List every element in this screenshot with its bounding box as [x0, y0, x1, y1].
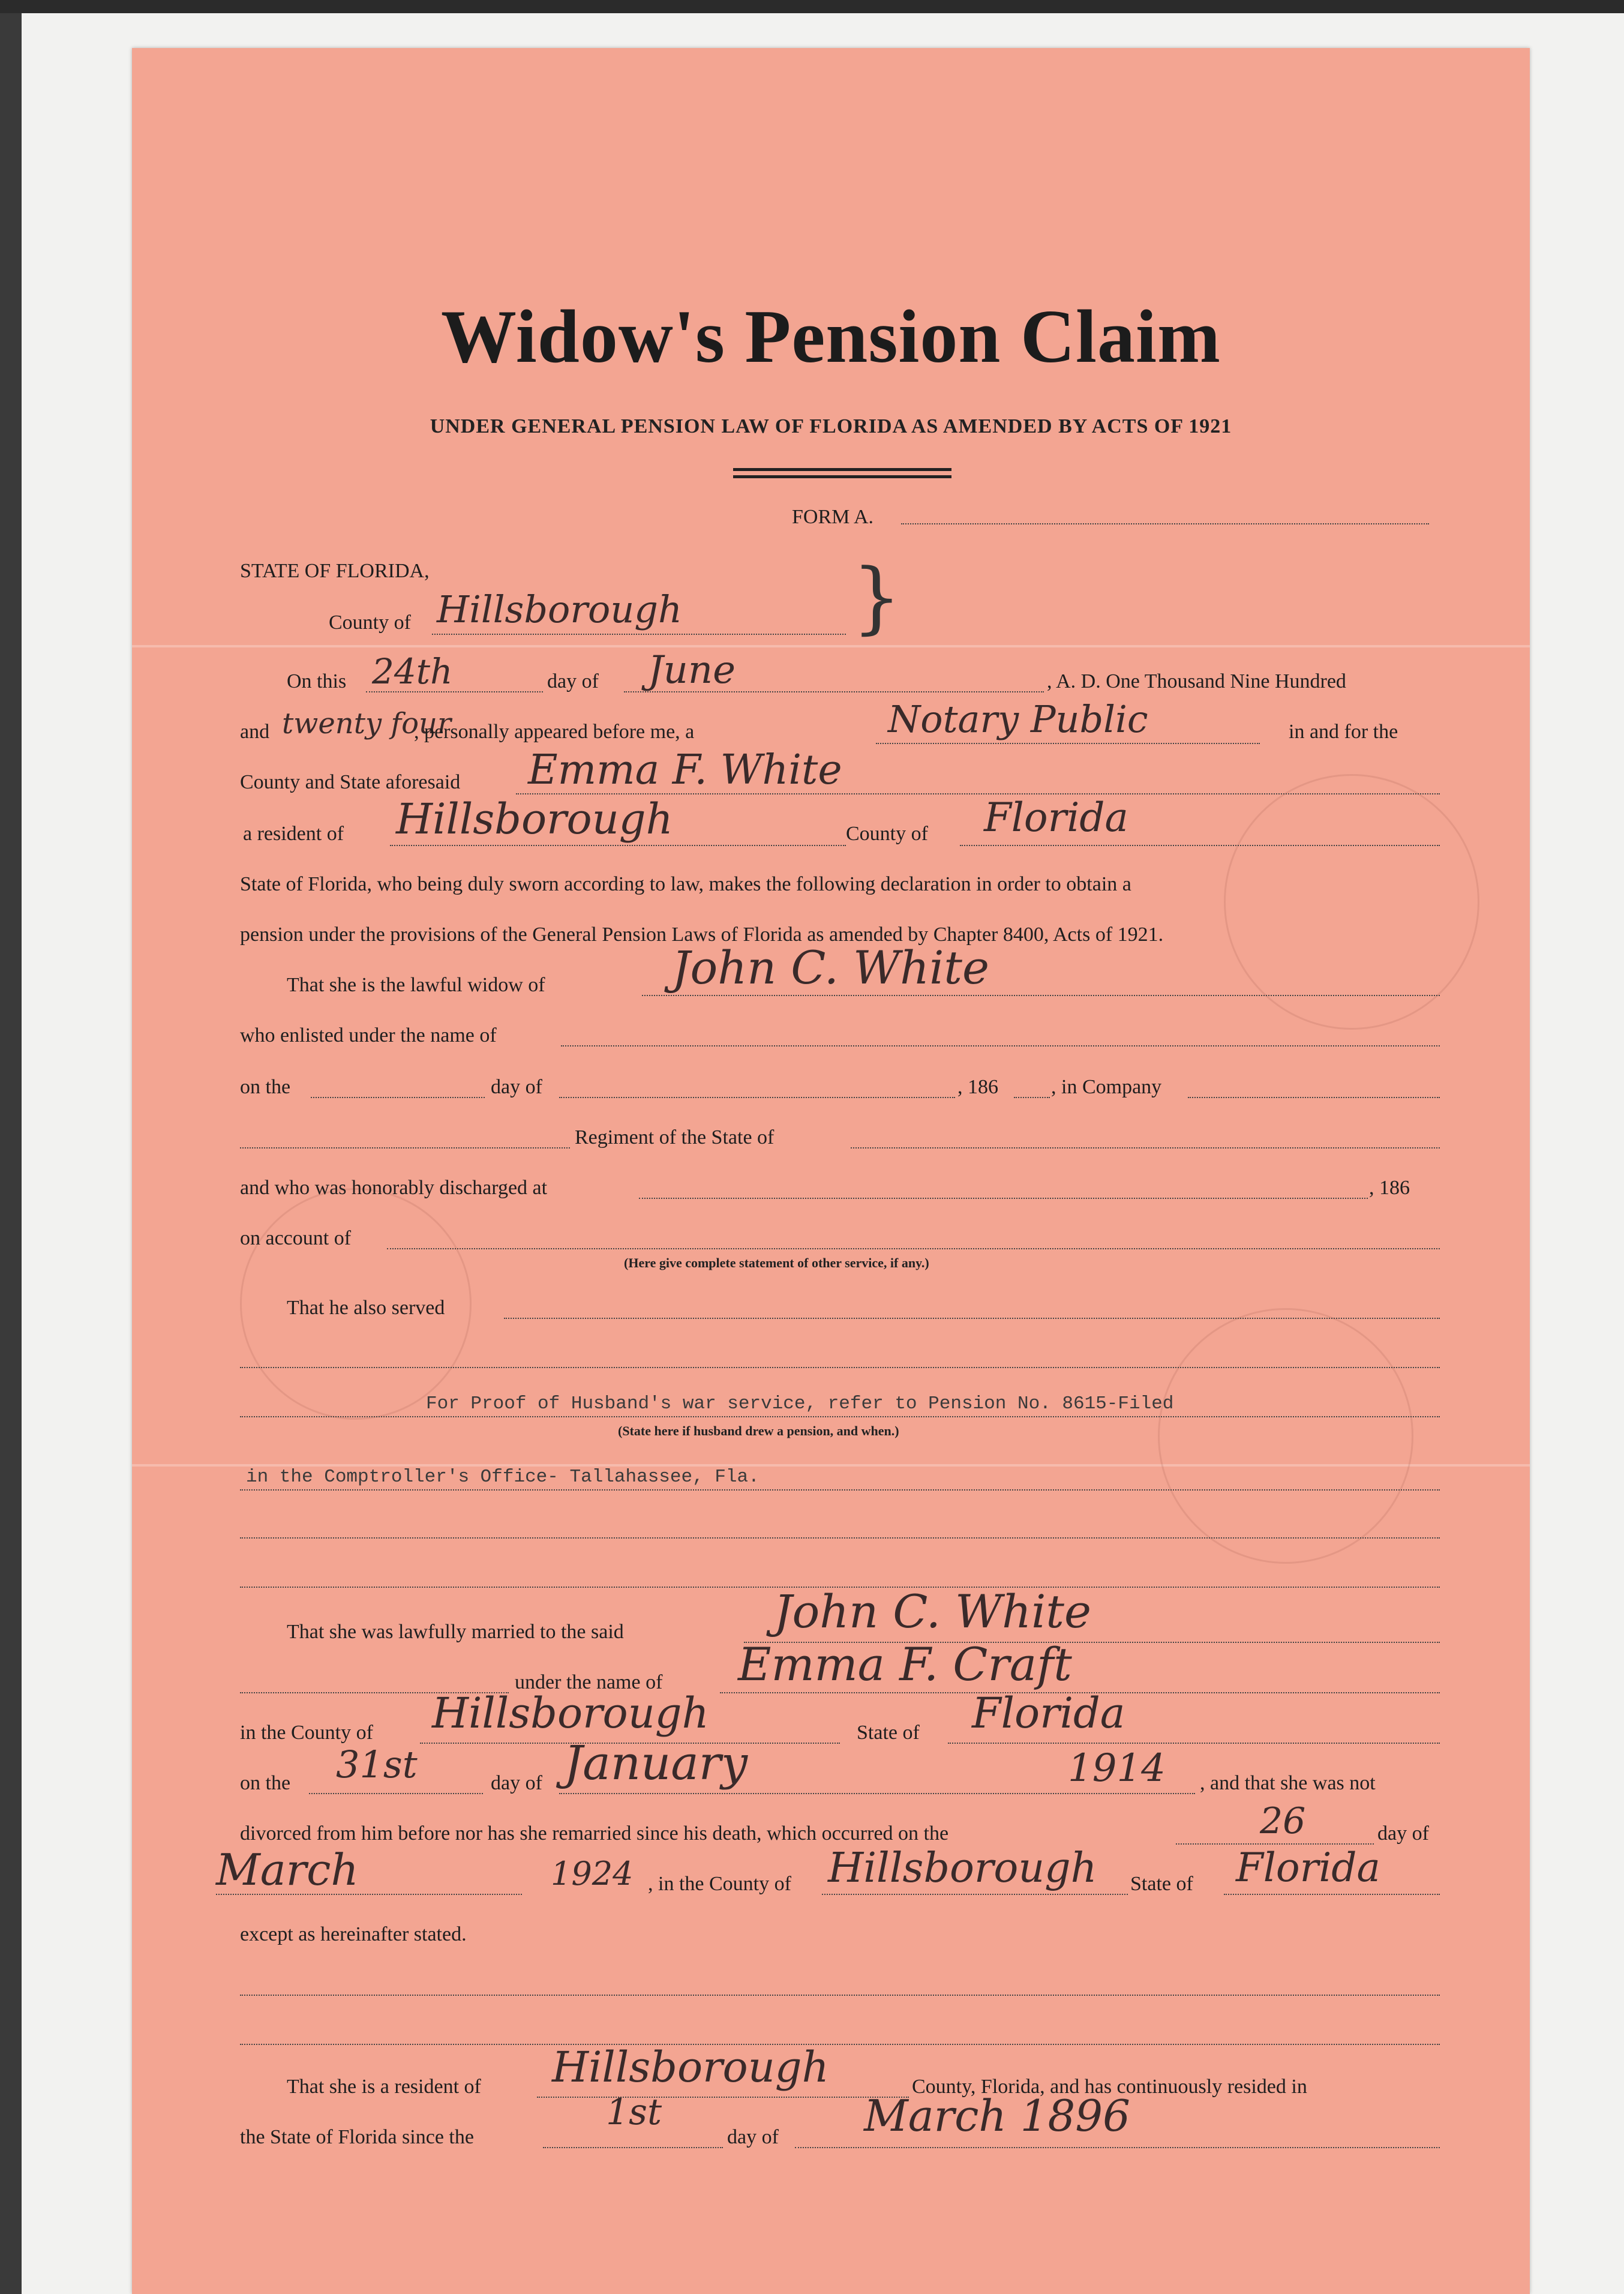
dotted-line — [432, 634, 846, 635]
dotted-line — [387, 1248, 1440, 1249]
discharged-label: and who was honorably discharged at — [240, 1177, 548, 1199]
since-day-of-label: day of — [727, 2126, 779, 2148]
death-state-label: State of — [1130, 1873, 1193, 1895]
resident-label: That she is a resident of — [287, 2076, 481, 2098]
handwritten-married-state: Florida — [972, 1689, 1125, 1738]
handwritten-married-county: Hillsborough — [432, 1689, 709, 1738]
dotted-line — [1188, 1097, 1440, 1098]
dotted-line — [240, 2044, 1440, 2045]
typed-comptroller-line: in the Comptroller's Office- Tallahassee, Fla. — [246, 1467, 760, 1488]
on-the-label: on the — [240, 1076, 291, 1098]
dotted-line — [240, 1367, 1440, 1368]
married-day-of-label: day of — [491, 1772, 542, 1794]
title-rule — [733, 475, 951, 478]
married-label: That she was lawfully married to the said — [287, 1621, 624, 1643]
handwritten-death-month: March — [216, 1845, 359, 1895]
dotted-line — [240, 1147, 570, 1149]
handwritten-death-county: Hillsborough — [828, 1845, 1097, 1892]
handwritten-death-state: Florida — [1236, 1845, 1380, 1891]
handwritten-married-month: January — [564, 1737, 748, 1791]
declaration-text-1: State of Florida, who being duly sworn according to law, makes the following declaration in order to obtain a — [240, 873, 1131, 895]
married-on-the-label: on the — [240, 1772, 291, 1794]
dotted-line — [390, 845, 846, 846]
not-divorced-text: , and that she was not — [1200, 1772, 1376, 1794]
handwritten-county: Hillsborough — [437, 587, 682, 631]
dotted-line — [537, 2097, 909, 2098]
dotted-line — [561, 1045, 1440, 1046]
scan-top-border — [0, 0, 1624, 13]
handwritten-year: twenty four — [282, 707, 451, 740]
also-served-label: That he also served — [287, 1297, 445, 1319]
handwritten-officer: Notary Public — [888, 697, 1148, 741]
in-and-for-text: in and for the — [1289, 721, 1398, 743]
handwritten-since-date: March 1896 — [864, 2091, 1130, 2141]
enlisted-label: who enlisted under the name of — [240, 1024, 497, 1046]
dotted-line — [642, 995, 1440, 996]
county-label: County of — [329, 611, 411, 634]
form-title: Widow's Pension Claim — [441, 295, 1221, 379]
year-prefix: , A. D. One Thousand Nine Hundred — [1047, 670, 1346, 692]
dotted-line — [543, 2147, 723, 2148]
dotted-line — [948, 1743, 1440, 1744]
dotted-line — [559, 1793, 1195, 1794]
handwritten-death-year: 1924 — [551, 1855, 634, 1893]
handwritten-married-day: 31st — [336, 1743, 418, 1786]
state-header: STATE OF FLORIDA, — [240, 560, 430, 582]
pension-note: (State here if husband drew a pension, and when.) — [618, 1423, 899, 1438]
bracket-brace: } — [852, 551, 902, 643]
dotted-line — [851, 1147, 1440, 1149]
dotted-line — [1014, 1097, 1050, 1098]
dotted-line — [240, 1416, 1440, 1417]
title-rule — [733, 468, 951, 471]
married-state-label: State of — [857, 1722, 920, 1744]
declaration-text-2: pension under the provisions of the General Pension Laws of Florida as amended by Chapter 8400, Acts of 1921. — [240, 923, 1164, 946]
dotted-line — [240, 1537, 1440, 1539]
handwritten-claimant-name: Emma F. White — [528, 746, 842, 794]
handwritten-married-name: John C. White — [774, 1585, 1091, 1638]
dotted-line — [240, 1489, 1440, 1491]
year-186-label: , 186 — [957, 1076, 998, 1098]
handwritten-since-day: 1st — [606, 2091, 662, 2133]
except-text: except as hereinafter stated. — [240, 1923, 467, 1945]
death-day-of-label: day of — [1377, 1822, 1429, 1845]
county-state-text: County and State aforesaid — [240, 771, 461, 793]
handwritten-resident-county: Hillsborough — [552, 2043, 829, 2092]
dotted-line — [876, 743, 1260, 744]
handwritten-maiden-name: Emma F. Craft — [738, 1638, 1072, 1691]
day-of-label: day of — [547, 670, 599, 692]
dotted-line — [639, 1198, 1368, 1199]
embossed-seal — [1158, 1308, 1413, 1564]
typed-proof-line: For Proof of Husband's war service, refer to Pension No. 8615-Filed — [426, 1393, 1174, 1414]
dotted-line — [366, 691, 543, 692]
pension-form-paper — [132, 48, 1530, 2294]
handwritten-death-day: 26 — [1260, 1800, 1306, 1842]
handwritten-month: June — [648, 648, 736, 692]
resident-of-label: a resident of — [243, 823, 344, 845]
on-account-label: on account of — [240, 1227, 352, 1249]
handwritten-residence: Hillsborough — [396, 794, 673, 844]
on-this-label: On this — [287, 670, 347, 692]
under-name-label: under the name of — [515, 1671, 663, 1693]
dotted-line — [795, 2147, 1440, 2148]
scan-left-border — [0, 13, 22, 2294]
paper-fold — [132, 645, 1530, 647]
county-of-label: County of — [846, 823, 928, 845]
dotted-line — [240, 1995, 1440, 1996]
discharged-year: , 186 — [1369, 1177, 1410, 1199]
form-label: FORM A. — [792, 506, 874, 528]
handwritten-married-year: 1914 — [1068, 1746, 1166, 1791]
form-subtitle: UNDER GENERAL PENSION LAW OF FLORIDA AS AMENDED BY ACTS OF 1921 — [430, 415, 1232, 437]
handwritten-day: 24th — [372, 651, 453, 692]
death-county-label: , in the County of — [648, 1873, 791, 1895]
dotted-line — [216, 1894, 522, 1895]
and-label: and — [240, 721, 270, 743]
dotted-line — [504, 1318, 1440, 1319]
day-of-label-2: day of — [491, 1076, 542, 1098]
handwritten-county-value: Florida — [984, 794, 1128, 841]
dotted-line — [822, 1894, 1128, 1895]
dotted-line — [311, 1097, 485, 1098]
since-label: the State of Florida since the — [240, 2126, 474, 2148]
resident-tail-text: County, Florida, and has continuously resided in — [912, 2076, 1307, 2098]
dotted-line — [624, 691, 1044, 692]
dotted-line — [901, 523, 1429, 524]
handwritten-husband-name: John C. White — [672, 941, 989, 994]
appeared-text: , personally appeared before me, a — [414, 721, 695, 743]
dotted-line — [559, 1097, 955, 1098]
widow-of-label: That she is the lawful widow of — [287, 974, 545, 996]
dotted-line — [960, 845, 1440, 846]
dotted-line — [309, 1793, 483, 1794]
company-label: , in Company — [1051, 1076, 1162, 1098]
embossed-seal — [1224, 774, 1479, 1030]
divorced-text: divorced from him before nor has she remarried since his death, which occurred on the — [240, 1822, 949, 1845]
regiment-label: Regiment of the State of — [575, 1126, 775, 1149]
dotted-line — [1224, 1894, 1440, 1895]
married-county-label: in the County of — [240, 1722, 373, 1744]
other-service-note: (Here give complete statement of other service, if any.) — [624, 1255, 929, 1270]
